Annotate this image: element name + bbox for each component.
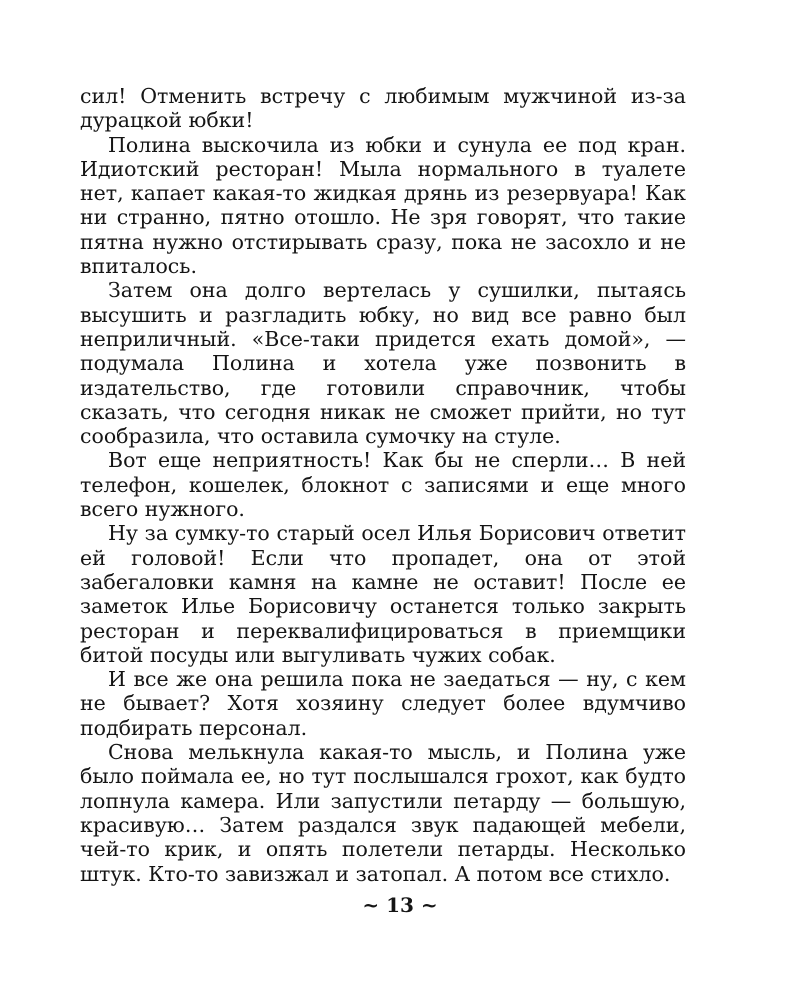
paragraph: Вот еще неприятность! Как бы не сперли… В ней телефон, кошелек, блокнот с записями и еще много всего нужного.	[80, 448, 686, 522]
paragraph: Затем она долго вертелась у сушилки, пытаясь высушить и разгладить юбку, но вид все равно был неприличный. «Все-таки придется ехать домой», — подумала Полина и хотела уже позвонить в издательство, где готовили справочник, чтобы сказать, что сегодня никак не сможет прийти, но тут сообразила, что оставила сумочку на стуле.	[80, 278, 686, 449]
paragraph-continuation: сил! Отменить встречу с любимым мужчиной из-за дурацкой юбки!	[80, 84, 686, 133]
paragraph: И все же она решила пока не заедаться — ну, с кем не бывает? Хотя хозяину следует более вдумчиво подбирать персонал.	[80, 667, 686, 740]
body-text	[80, 84, 686, 886]
page-number: ~ 13 ~	[362, 893, 438, 917]
paragraph: Полина выскочила из юбки и сунула ее под кран. Идиотский ресторан! Мыла нормального в туалете нет, капает какая-то жидкая дрянь из резервуара! Как ни странно, пятно отошло. Не зря говорят, что такие пятна нужно отстирывать сразу, пока не засохло и не впиталось.	[80, 132, 686, 279]
paragraph: Снова мелькнула какая-то мысль, и Полина уже было поймала ее, но тут послышался грохот, как будто лопнула камера. Или запустили петарду — большую, красивую… Затем раздался звук падающей мебели, чей-то крик, и опять полетели петарды. Несколько штук. Кто-то завизжал и затопал. А потом все стихло.	[80, 740, 686, 886]
paragraph: Ну за сумку-то старый осел Илья Борисович ответит ей головой! Если что пропадет, она от этой забегаловки камня на камне не оставит! После ее заметок Илье Борисовичу останется только закрыть ресторан и переквалифицироваться в приемщики битой посуды или выгуливать чужих собак.	[80, 521, 686, 667]
